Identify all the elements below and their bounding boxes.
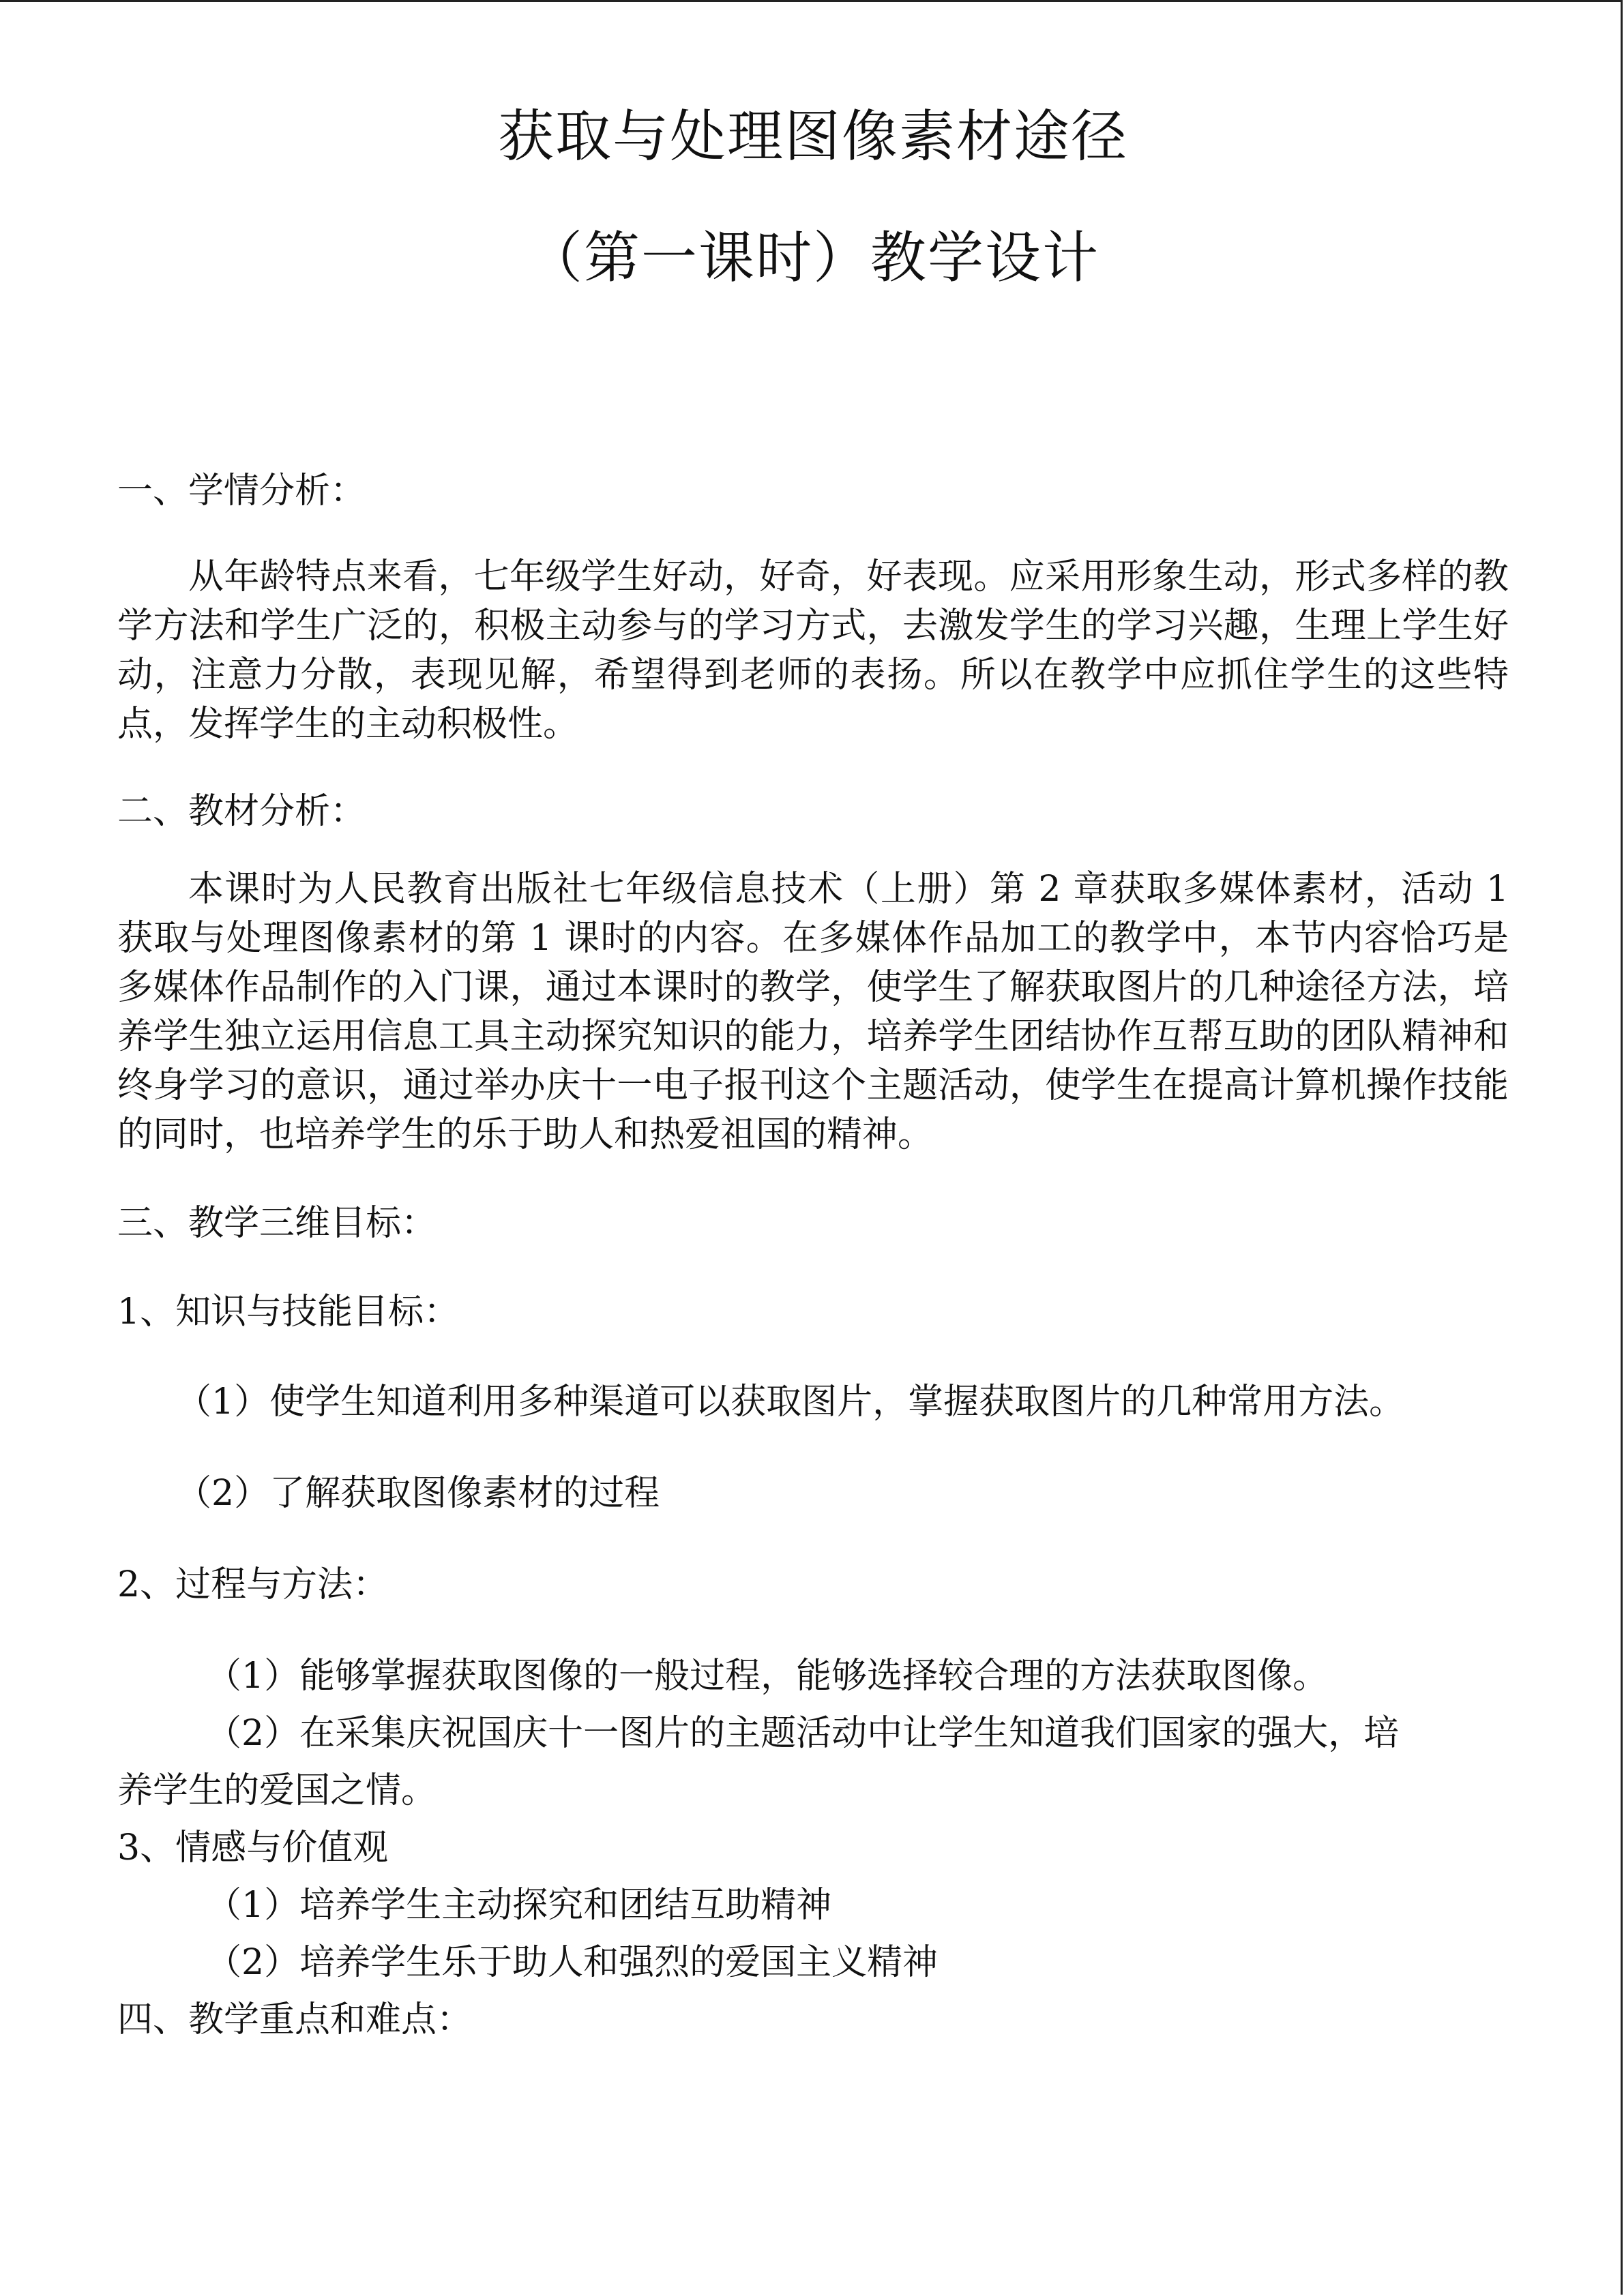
document-body <box>117 104 1509 2042</box>
document-title-line2: （第一课时）教学设计 <box>526 226 1099 290</box>
section2-heading: 二、教材分析： <box>117 791 366 832</box>
sub1-heading: 1、知识与技能目标： <box>117 1292 460 1332</box>
section1-heading: 一、学情分析： <box>117 471 366 511</box>
sub2-item-1: （1）能够掌握获取图像的一般过程，能够选择较合理的方法获取图像。 <box>206 1656 1329 1697</box>
sub3-heading: 3、情感与价值观 <box>117 1828 389 1868</box>
section2-paragraph: 本课时为人民教育出版社七年级信息技术（上册）第 2 章获取多媒体素材，活动 1 获取与处理图像素材的第 1 课时的内容。在多媒体作品加工的教学中，本节内容恰巧是多媒体作品制作的入门课，通过本课时的教学，使学生了解获取图片的几种途径方法，培养学生独立运用信息工具主动探究知识的能力，培养学生团结协作互帮互助的团队精神和终身学习的意识，通过举办庆十一电子报刊这个主题活动，使学生在提高计算机操作技能的同时，也培养学生的乐于助人和热爱祖国的精神。 <box>117 869 1509 1155</box>
document-title-line1: 获取与处理图像素材途径 <box>497 104 1128 169</box>
section3-heading: 三、教学三维目标： <box>117 1203 437 1244</box>
sub1-item-2: （2）了解获取图像素材的过程 <box>176 1473 660 1514</box>
sub3-item-1: （1）培养学生主动探究和团结互助精神 <box>206 1885 832 1926</box>
section1-paragraph: 从年龄特点来看，七年级学生好动，好奇，好表现。应采用形象生动，形式多样的教学方法和学生广泛的，积极主动参与的学习方式，去激发学生的学习兴趣，生理上学生好动，注意力分散，表现见解，希望得到老师的表扬。所以在教学中应抓住学生的这些特点，发挥学生的主动积极性。 <box>117 556 1509 745</box>
sub1-item-1: （1）使学生知道利用多种渠道可以获取图片，掌握获取图片的几种常用方法。 <box>176 1382 1405 1422</box>
sub2-heading: 2、过程与方法： <box>117 1564 389 1605</box>
sub3-item-2: （2）培养学生乐于助人和强烈的爱国主义精神 <box>206 1942 939 1983</box>
sub2-item-2-line2: 养学生的爱国之情。 <box>117 1770 437 1811</box>
sub2-item-2-line1: （2）在采集庆祝国庆十一图片的主题活动中让学生知道我们国家的强大，培 <box>206 1713 1400 1754</box>
section4-heading: 四、教学重点和难点： <box>117 1999 473 2040</box>
